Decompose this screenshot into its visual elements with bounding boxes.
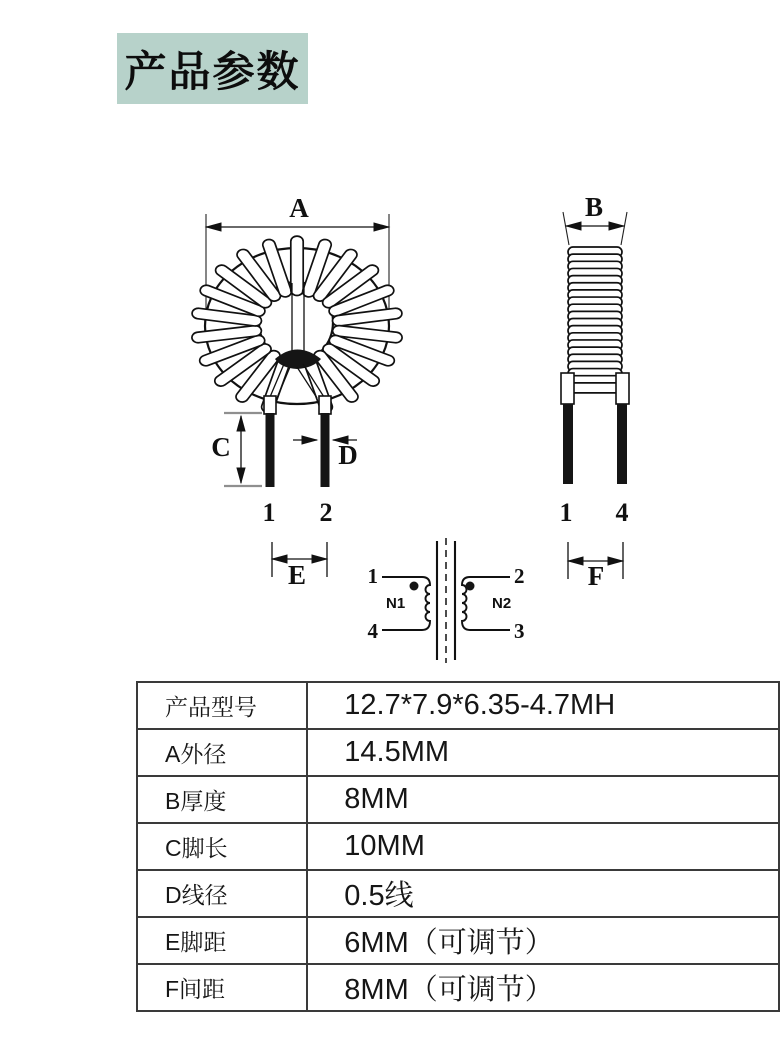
table-row [137,729,779,776]
spec-label: A外径 [137,729,307,776]
spec-label: F间距 [137,964,307,1011]
spec-table [136,681,780,1012]
spec-value: 14.5MM [307,729,779,776]
side-pin-4-label: 4 [615,498,629,527]
table-row [137,776,779,823]
table-row [137,964,779,1011]
spec-label: 产品型号 [137,682,307,729]
dim-label-b: B [584,192,604,222]
front-view-toroid [191,193,403,590]
winding-n1-label: N1 [386,595,406,612]
side-winding-stack [568,247,622,393]
polarity-dot-n2 [466,582,475,591]
side-pin-4-lead [617,404,627,484]
dim-label-a: A [289,193,309,223]
spec-value: 0.5线 [307,870,779,917]
winding-n2-label: N2 [492,595,512,612]
side-pin-1-lead [563,404,573,484]
dim-label-f: F [587,561,605,591]
table-row [137,682,779,729]
front-pin-1-label: 1 [262,498,276,527]
schematic-pin-4: 4 [367,619,378,643]
spec-value: 12.7*7.9*6.35-4.7MH [307,682,779,729]
dim-label-c: C [211,432,231,462]
page-title: 产品参数 [117,33,308,104]
spec-value: 6MM（可调节） [307,917,779,964]
polarity-dot-n1 [410,582,419,591]
front-pin-1-lead [266,413,275,487]
spec-label: E脚距 [137,917,307,964]
side-view-toroid [560,192,630,591]
front-pin-2-lead [321,413,330,487]
front-pin-2-label: 2 [319,498,333,527]
dim-label-e: E [287,560,307,590]
table-row [137,823,779,870]
schematic-pin-3: 3 [514,619,525,643]
spec-value: 10MM [307,823,779,870]
dim-label-d: D [338,440,358,470]
schematic-pin-1: 1 [367,564,378,588]
spec-value: 8MM（可调节） [307,964,779,1011]
spec-label: D线径 [137,870,307,917]
table-row [137,870,779,917]
spec-label: C脚长 [137,823,307,870]
schematic-pin-2: 2 [514,564,525,588]
table-row [137,917,779,964]
transformer-schematic [368,538,525,663]
side-pin-1-label: 1 [559,498,573,527]
spec-value: 8MM [307,776,779,823]
spec-label: B厚度 [137,776,307,823]
